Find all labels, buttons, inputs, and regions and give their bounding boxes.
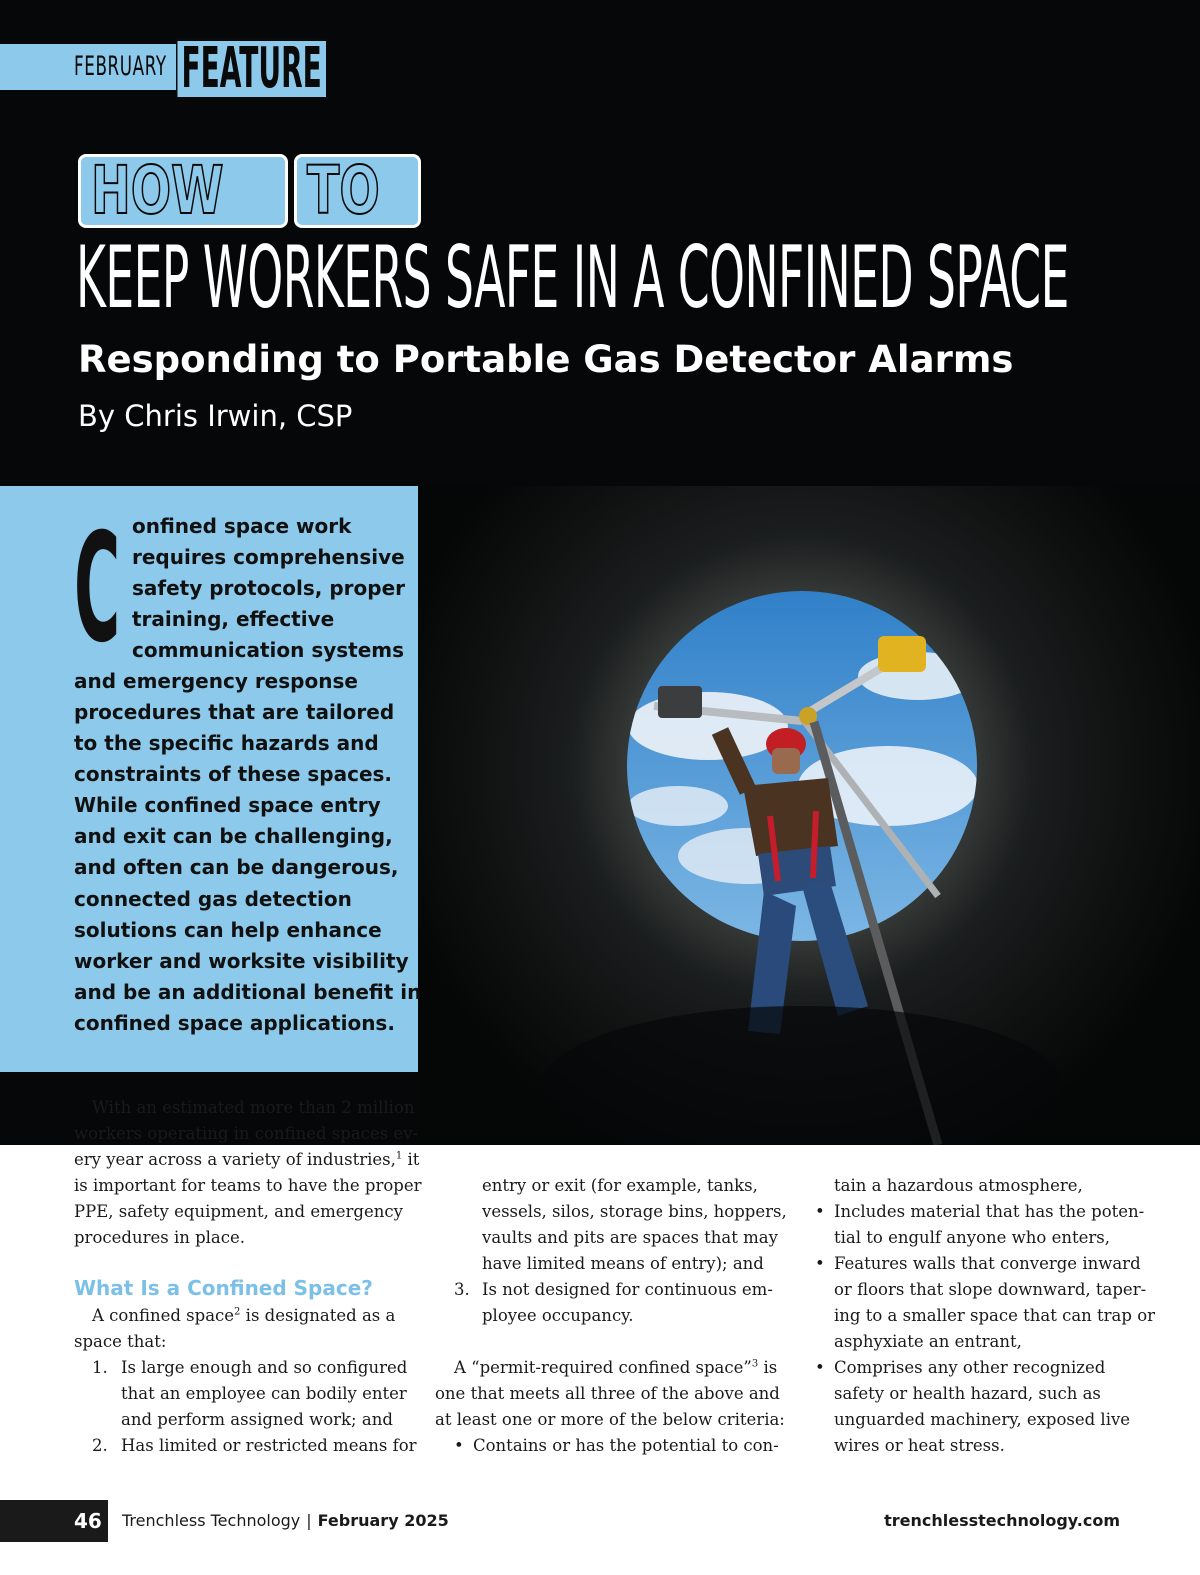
kicker	[78, 152, 421, 229]
list-item-line: ing to a smaller space that can trap or	[834, 1306, 1156, 1325]
list-item-line: Contains or has the potential to con-	[473, 1436, 779, 1455]
page-number: 46	[74, 1509, 102, 1533]
body-line: ery year across a variety of industries,$^1$ it	[74, 1150, 420, 1169]
subhead: Responding to Portable Gas Detector Alarms	[78, 338, 1014, 381]
list-item-line: vaults and pits are spaces that may	[482, 1228, 778, 1247]
body-line: With an estimated more than 2 million	[92, 1098, 415, 1117]
list-item-line: unguarded machinery, exposed live	[834, 1410, 1131, 1429]
kicker-word: TO	[294, 154, 421, 228]
bullet-icon: •	[454, 1436, 464, 1455]
footer-separator: |	[306, 1511, 312, 1530]
intro-line: confined space applications.	[74, 1011, 395, 1035]
byline: By Chris Irwin, CSP	[78, 399, 353, 433]
list-marker: 2.	[92, 1436, 108, 1455]
section-month: FEBRUARY	[74, 51, 167, 82]
intro-line: While confined space entry	[74, 793, 381, 817]
bullet-icon: •	[815, 1358, 825, 1377]
section-name: FEATURE	[176, 38, 327, 100]
body-line: A confined space$^2$ is designated as a	[92, 1306, 396, 1325]
issue-date: February 2025	[317, 1511, 449, 1530]
body-line: procedures in place.	[74, 1228, 246, 1247]
list-marker: 1.	[92, 1358, 108, 1377]
body-line: one that meets all three of the above and	[435, 1384, 780, 1403]
intro-line: solutions can help enhance	[74, 918, 382, 942]
list-item-line: have limited means of entry); and	[482, 1254, 764, 1273]
list-item-line: safety or health hazard, such as	[834, 1384, 1101, 1403]
list-item-line: Comprises any other recognized	[834, 1358, 1106, 1377]
intro-line: connected gas detection	[74, 887, 352, 911]
list-item-line: tain a hazardous atmosphere,	[834, 1176, 1083, 1195]
bullet-icon: •	[815, 1202, 825, 1221]
list-item-line: Is large enough and so configured	[121, 1358, 408, 1377]
intro-line: and often can be dangerous,	[74, 855, 399, 879]
intro-line: communication systems	[132, 638, 405, 662]
list-item-line: vessels, silos, storage bins, hoppers,	[482, 1202, 787, 1221]
list-item-line: Includes material that has the poten-	[834, 1202, 1145, 1221]
section-heading: What Is a Confined Space?	[74, 1276, 373, 1300]
footnote-ref: 1	[395, 1150, 403, 1162]
list-item-line: asphyxiate an entrant,	[834, 1332, 1022, 1351]
drop-cap: C	[74, 502, 121, 676]
intro-line: procedures that are tailored	[74, 700, 395, 724]
intro-line: and exit can be challenging,	[74, 824, 393, 848]
intro-line: training, effective	[132, 607, 335, 631]
confined-space-photo	[418, 486, 1200, 1145]
list-item-line: wires or heat stress.	[834, 1436, 1005, 1455]
body-line: at least one or more of the below criteria:	[435, 1410, 785, 1429]
body-line: is important for teams to have the proper	[74, 1176, 422, 1195]
body-line: workers operating in confined spaces ev-	[74, 1124, 419, 1143]
list-item-line: entry or exit (for example, tanks,	[482, 1176, 758, 1195]
list-item-line: tial to engulf anyone who enters,	[834, 1228, 1110, 1247]
body-line: A “permit-required confined space”$^3$ is	[454, 1358, 778, 1377]
intro-line: and be an additional benefit in	[74, 980, 422, 1004]
list-item-line: that an employee can bodily enter	[121, 1384, 407, 1403]
intro-line: worker and worksite visibility	[74, 949, 409, 973]
magazine-name: Trenchless Technology	[122, 1511, 301, 1530]
list-item-line: Features walls that converge inward	[834, 1254, 1141, 1273]
list-marker: 3.	[454, 1280, 470, 1299]
list-item-line: Has limited or restricted means for	[121, 1436, 417, 1455]
intro-line: onfined space work	[132, 514, 352, 538]
body-line: PPE, safety equipment, and emergency	[74, 1202, 403, 1221]
list-item-line: or floors that slope downward, taper-	[834, 1280, 1147, 1299]
kicker-word: HOW	[78, 154, 288, 228]
footer-url[interactable]: trenchlesstechnology.com	[884, 1511, 1120, 1530]
footnote-ref: 2	[234, 1306, 241, 1318]
intro-line: constraints of these spaces.	[74, 762, 393, 786]
intro-line: and emergency response	[74, 669, 358, 693]
footnote-ref: 3	[751, 1358, 759, 1370]
list-item-line: Is not designed for continuous em-	[482, 1280, 773, 1299]
intro-line: requires comprehensive	[132, 545, 405, 569]
intro-line: safety protocols, proper	[132, 576, 406, 600]
list-item-line: and perform assigned work; and	[121, 1410, 393, 1429]
footer-publication	[122, 1500, 449, 1542]
list-item-line: ployee occupancy.	[482, 1306, 634, 1325]
headline: KEEP WORKERS SAFE IN A CONFINED SPACE	[76, 228, 1069, 328]
body-line: space that:	[74, 1332, 167, 1351]
bullet-icon: •	[815, 1254, 825, 1273]
intro-line: to the specific hazards and	[74, 731, 379, 755]
